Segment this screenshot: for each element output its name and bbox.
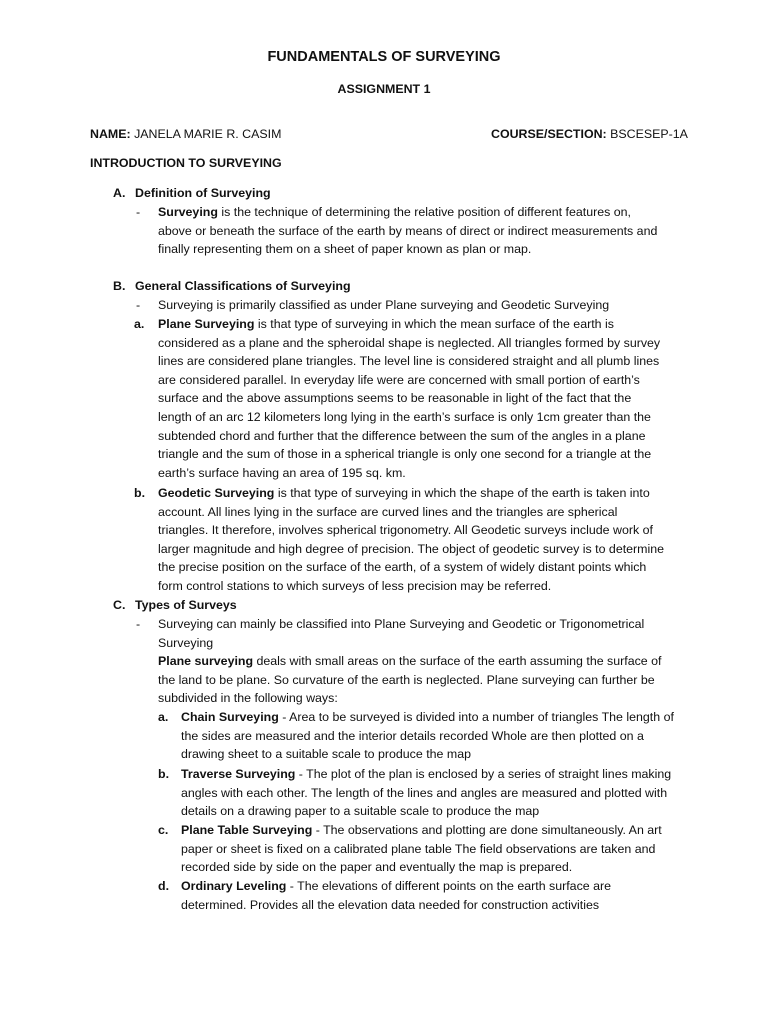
section-a-letter: A. (113, 186, 126, 200)
text-line: Plane Surveying is that type of surveying in which the mean surface of the earth is (158, 317, 614, 331)
section-a-title: Definition of Surveying (135, 186, 271, 200)
text-line: surface and the above assumptions seems to be reasonable in light of the fact that the (158, 391, 632, 406)
text-line: earth’s surface having an area of 195 sq. km. (158, 465, 406, 480)
student-info-row (90, 125, 688, 145)
section-c-heading (113, 596, 237, 615)
text-line: subtended chord and further that the difference between the sum of the angles in a plane (158, 428, 646, 443)
name-value: JANELA MARIE R. CASIM (134, 127, 282, 141)
traverse-surveying-letter: b. (158, 767, 170, 781)
text-line: drawing sheet to a suitable scale to produce the map (181, 747, 471, 762)
text-line: account. All lines lying in the surface are curved lines and the triangles are spherical (158, 504, 618, 519)
section-c-paragraph (158, 615, 682, 708)
text-line: paper or sheet is fixed on a calibrated plane table The field observations are taken and (181, 841, 656, 856)
chain-surveying-paragraph (181, 708, 682, 764)
text-line: length of an arc 12 kilometers long lying in the earth’s surface is only 1cm greater than the (158, 409, 651, 424)
term-ordinary-leveling: Ordinary Leveling (181, 879, 287, 893)
document-subtitle: ASSIGNMENT 1 (337, 82, 431, 96)
section-a-paragraph (158, 203, 682, 259)
text-line: are considered parallel. In everyday life were are concerned with small portion of earth’s (158, 372, 640, 387)
text-line: recorded side by side on the paper and eventually the map is prepared. (181, 860, 573, 875)
section-b-dash: - (136, 298, 141, 312)
plane-table-surveying-letter: c. (158, 823, 169, 837)
term-traverse-surveying: Traverse Surveying (181, 767, 296, 781)
section-b-intro: Surveying is primarily classified as under Plane surveying and Geodetic Surveying (158, 298, 610, 312)
section-b-letter: B. (113, 279, 126, 293)
text-line: lines are considered plane triangles. The level line is considered straight and all plumb lines (158, 354, 660, 369)
text-line: Surveying (158, 635, 214, 650)
geodetic-surveying-letter: b. (134, 486, 146, 500)
text-line: subdivided in the following ways: (158, 691, 338, 706)
term-surveying: Surveying (158, 205, 218, 219)
term-geodetic-surveying: Geodetic Surveying (158, 486, 275, 500)
text-line: details on a drawing paper to a suitable scale to produce the map (181, 804, 540, 819)
plane-surveying-letter: a. (134, 317, 145, 331)
course-section (491, 125, 688, 144)
chain-surveying-letter: a. (158, 710, 169, 724)
section-a-dash: - (136, 205, 141, 219)
text-line: determined. Provides all the elevation data needed for construction activities (181, 897, 600, 912)
course-label: COURSE/SECTION: (491, 127, 607, 141)
section-c-title: Types of Surveys (135, 598, 237, 612)
term-chain-surveying: Chain Surveying (181, 710, 279, 724)
text-line: triangle and the sum of those in a spherical triangle is only one second for a triangle at the (158, 447, 652, 462)
text-line: triangles. It therefore, involves spherical trigonometry. All Geodetic surveys include work of (158, 523, 653, 538)
ordinary-leveling-letter: d. (158, 879, 170, 893)
text-line: the sides are measured and the interior details recorded Whole are then plotted on a (181, 728, 644, 743)
student-name (90, 125, 281, 144)
text-line: larger magnitude and high degree of precision. The object of geodetic survey is to determine (158, 541, 665, 556)
traverse-surveying-paragraph (181, 765, 682, 821)
plane-table-surveying-paragraph (181, 821, 682, 877)
text-line: Ordinary Leveling - The elevations of different points on the earth surface are (181, 879, 612, 893)
section-c-dash: - (136, 617, 141, 631)
text-line: the land to be plane. So curvature of the earth is neglected. Plane surveying can further be (158, 672, 655, 687)
term-plane-table-surveying: Plane Table Surveying (181, 823, 313, 837)
text-line: the precise position on the surface of the earth, of a system of widely distant points which (158, 560, 647, 575)
text-line: form control stations to which surveys of less precision may be referred. (158, 578, 552, 593)
section-b-heading (113, 277, 351, 296)
text-line: finally representing them on a sheet of paper known as plan or map. (158, 242, 532, 257)
section-b-title: General Classifications of Surveying (135, 279, 351, 293)
text-line: Geodetic Surveying is that type of surveying in which the shape of the earth is taken into (158, 486, 650, 500)
text-line: Chain Surveying - Area to be surveyed is divided into a number of triangles The length of (181, 710, 674, 724)
section-a-heading (113, 184, 271, 203)
intro-heading: INTRODUCTION TO SURVEYING (90, 156, 282, 170)
text-line: Surveying is the technique of determining the relative position of different features on, (158, 205, 631, 219)
text-line: Surveying can mainly be classified into Plane Surveying and Geodetic or Trigonometrical (158, 617, 645, 631)
section-c-letter: C. (113, 598, 126, 612)
text-line: considered as a plane and the spheroidal shape is neglected. All triangles formed by survey (158, 335, 661, 350)
term-plane-surveying-c: Plane surveying (158, 654, 254, 669)
text-line: Traverse Surveying - The plot of the plan is enclosed by a series of straight lines making (181, 767, 672, 781)
text-line: Plane Table Surveying - The observations and plotting are done simultaneously. An art (181, 823, 662, 837)
ordinary-leveling-paragraph (181, 877, 682, 914)
name-label: NAME: (90, 127, 131, 141)
geodetic-surveying-paragraph (158, 484, 682, 596)
text-line: Plane surveying deals with small areas on the surface of the earth assuming the surface of (158, 654, 662, 669)
text-line: angles with each other. The length of the lines and angles are measured and plotted with (181, 785, 668, 800)
text-line: above or beneath the surface of the earth by means of direct or indirect measurements and (158, 223, 658, 238)
document-title: FUNDAMENTALS OF SURVEYING (267, 49, 501, 65)
course-value: BSCESEP-1A (610, 127, 688, 141)
term-plane-surveying: Plane Surveying (158, 317, 255, 331)
plane-surveying-paragraph (158, 315, 682, 482)
